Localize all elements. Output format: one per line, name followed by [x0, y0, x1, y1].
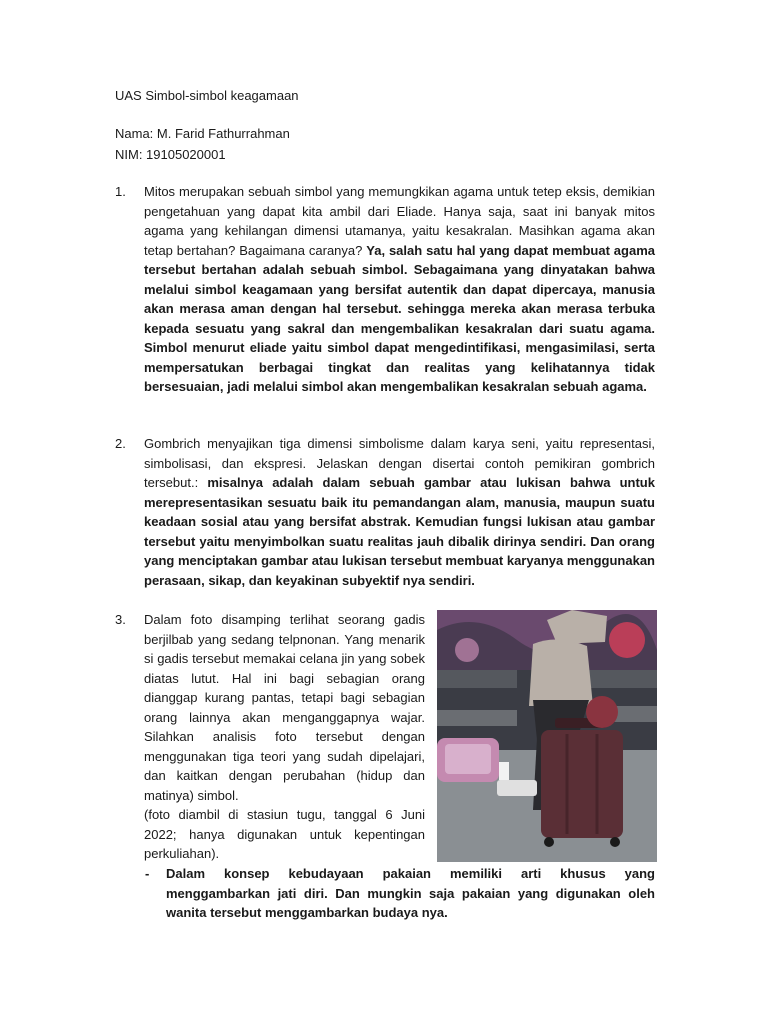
station-photo: [437, 610, 657, 862]
answer-text: misalnya adalah dalam sebuah gambar atau lukisan bahwa untuk merepresentasikan sesuatu baik itu pemandangan alam, manusia, maupun suatu keadaan sosial atau yang bersifat abstrak. Kemudian fungsi lukisan atau gambar tersebut yaitu menyimbolkan suatu realitas jauh dibalik dirinya sendiri. Dan orang yang menciptakan gambar atau lukisan tersebut membuat karyanya menggunakan perasaan, sikap, dan keyakinan subyektif nya sendiri.: [144, 475, 655, 588]
question-1: [115, 182, 655, 397]
photo-note: (foto diambil di stasiun tugu, tanggal 6 Juni 2022; hanya digunakan untuk kepentingan perkuliahan).: [144, 807, 425, 861]
student-nim: NIM: 19105020001: [115, 147, 226, 162]
question-body: [144, 182, 655, 397]
answer-text: Ya, salah satu hal yang dapat membuat agama tersebut bertahan adalah sebuah simbol. Sebagaimana yang dinyatakan bahwa melalui simbol keagamaan yang bersifat autentik dan dapat dipercaya, manusia akan merasa aman dengan hal tersebut. sehingga mereka akan merasa terbuka kepada sesuatu yang sakral dan mengembalikan kesakralan dari suatu agama. Simbol menurut eliade yaitu simbol dapat mengedintifikasi, mengasimilasi, serta mempersatukan berbagai tingkat dan realitas yang kelihatannya tidak bersesuaian, jadi melalui simbol akan mengembalikan kesakralan sebuah agama.: [144, 242, 655, 394]
question-text: Dalam foto disamping terlihat seorang gadis berjilbab yang sedang telpnonan. Yang menarik si gadis tersebut memakai celana jin yang sobek diatas lutut. Hal ini bagi sebagian orang dianggap kurang pantas, tetapi bagi sebagian orang lainnya akan menganggapnya wajar. Silahkan analisis foto tersebut dengan menggunakan tiga teori yang sudah dipelajari, dan kaitkan dengan perubahan (hidup dan matinya) simbol.: [144, 612, 425, 803]
answer-text: Dalam konsep kebudayaan pakaian memiliki arti khusus yang menggambarkan jati diri. Dan mungkin saja pakaian yang digunakan oleh wanita tersebut menggambarkan budaya nya.: [166, 866, 655, 920]
question-number: 1.: [115, 184, 126, 199]
question-text: Mitos merupakan sebuah simbol yang memungkikan agama untuk tetep eksis, demikian pengetahuan yang dapat kita ambil dari Eliade. Hanya saja, saat ini banyak mitos agama yang kehilangan dimensi utamanya, yaitu kesakralan. Masihkan agama akan tetap bertahan? Bagaimana caranya?: [144, 184, 655, 258]
question-text: Gombrich menyajikan tiga dimensi simbolisme dalam karya seni, yaitu representasi, simbolisasi, dan ekspresi. Jelaskan dengan disertai contoh pemikiran gombrich tersebut.:: [144, 436, 655, 490]
student-name: Nama: M. Farid Fathurrahman: [115, 126, 290, 141]
station-photo-girl-with-suitcase-icon: [437, 610, 657, 862]
document-title: UAS Simbol-simbol keagamaan: [115, 88, 299, 103]
question-number: 3.: [115, 612, 126, 627]
question-number: 2.: [115, 436, 126, 451]
question-2: [115, 434, 655, 590]
question-3: [115, 610, 425, 864]
answer-bullet: [145, 864, 655, 923]
question-body: [144, 434, 655, 590]
bullet-dash: -: [145, 866, 150, 881]
question-body: [144, 610, 425, 864]
